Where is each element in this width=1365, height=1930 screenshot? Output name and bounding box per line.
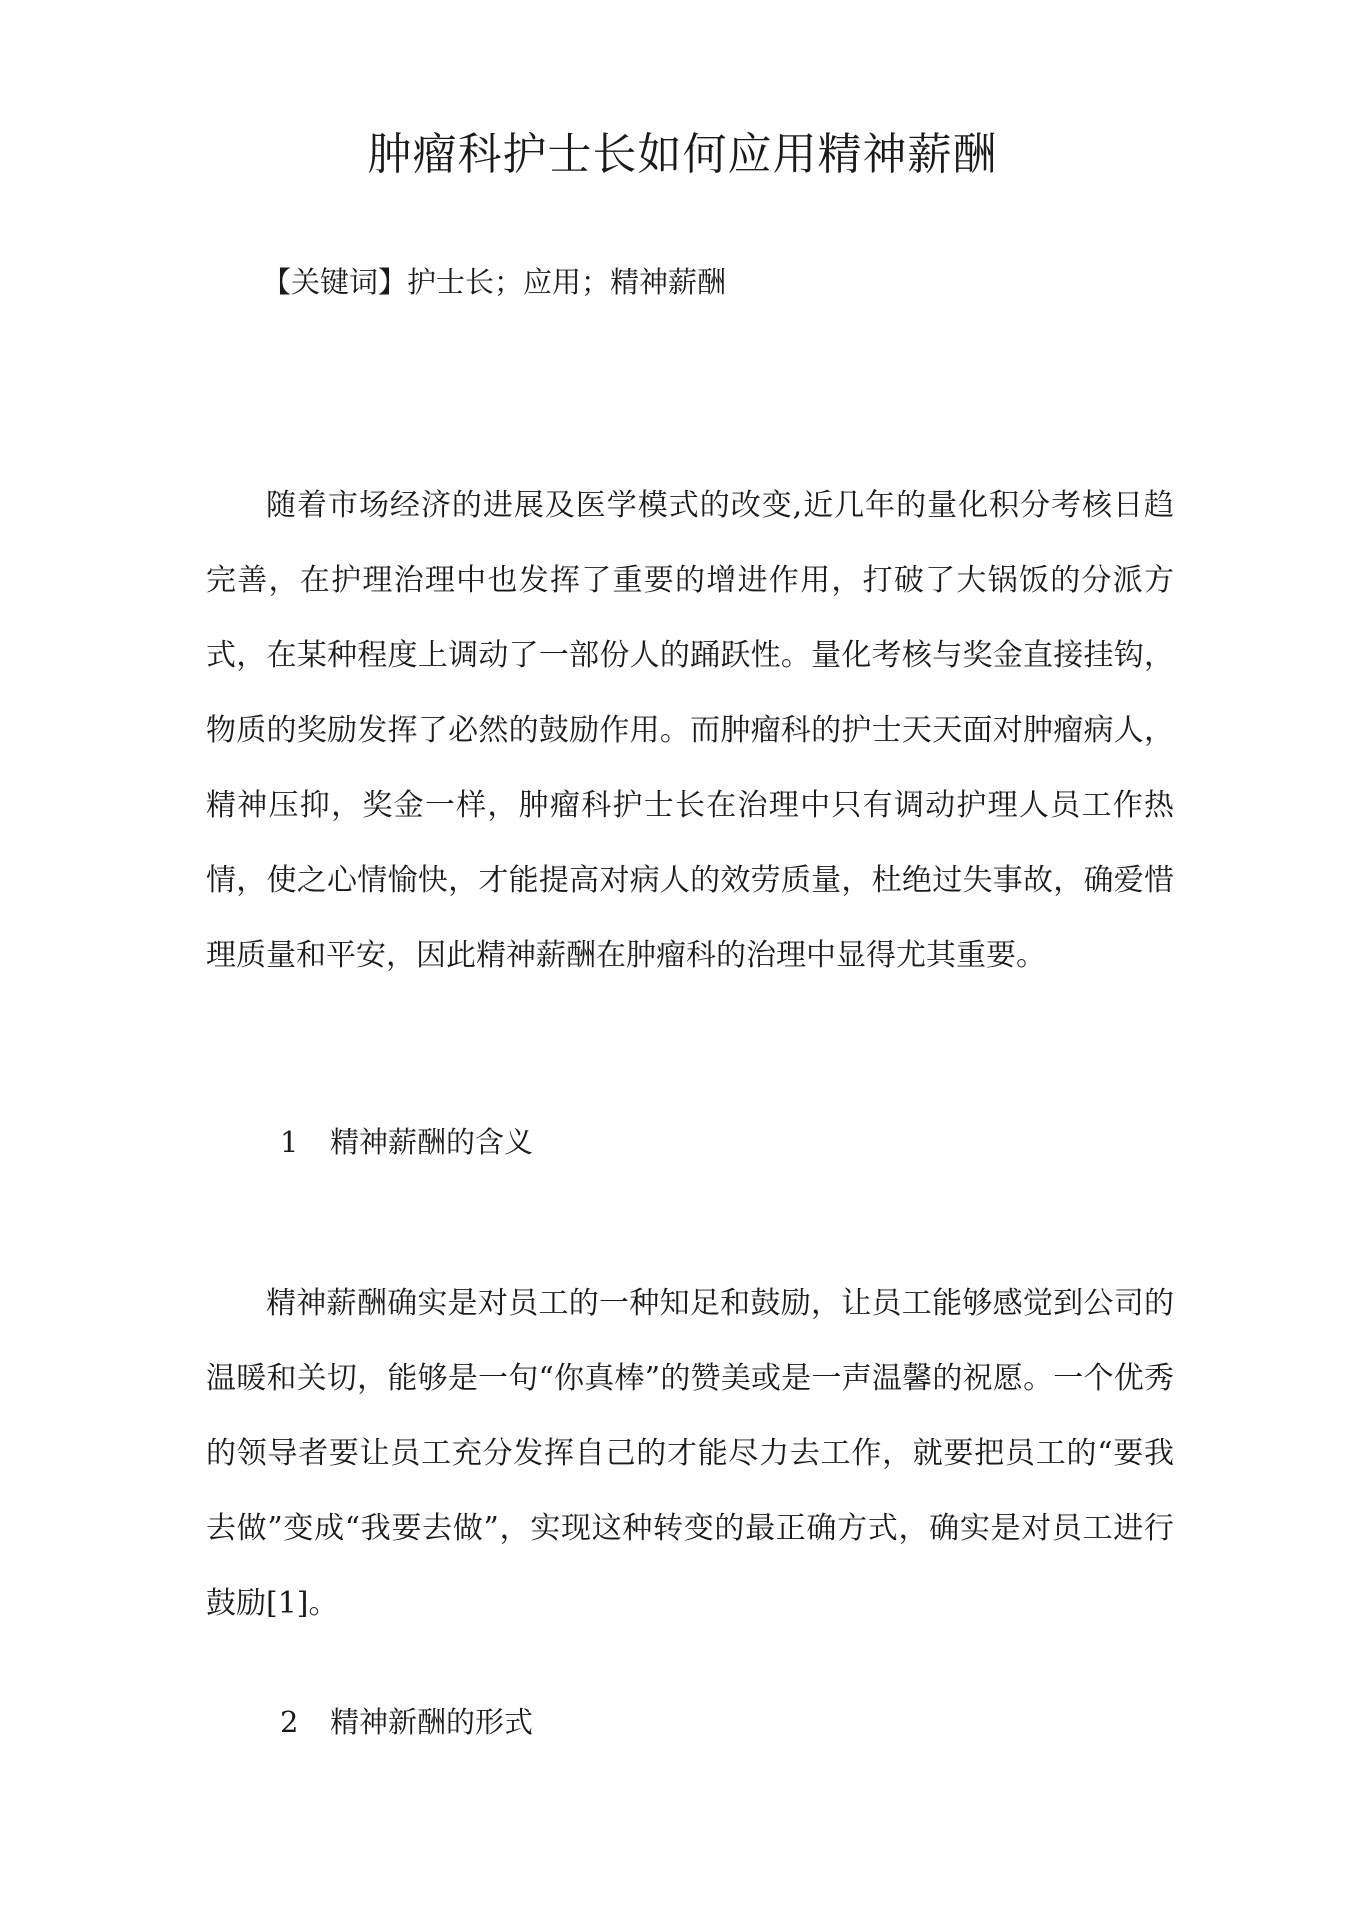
document-title: 肿瘤科护士长如何应用精神薪酬: [367, 129, 998, 180]
section-heading-2: [280, 1702, 533, 1742]
section-number: 2: [280, 1705, 299, 1739]
keywords-line: 【关键词】护士长；应用；精神薪酬: [262, 265, 727, 299]
section-number: 1: [280, 1125, 299, 1159]
section-heading-text: 精神薪酬的含义: [330, 1125, 534, 1159]
body-paragraph-definition: 精神薪酬确实是对员工的一种知足和鼓励，让员工能够感觉到公司的温暖和关切，能够是一句“你真棒”的赞美或是一声温馨的祝愿。一个优秀的领导者要让员工充分发挥自己的才能尽力去工作，就要把员工的“要我去做”变成“我要去做”，实现这种转变的最正确方式，确实是对员工进行鼓励[1]。: [206, 1286, 1174, 1621]
section-heading-text: 精神新酬的形式: [330, 1705, 534, 1739]
body-paragraph-intro: 随着市场经济的进展及医学模式的改变,近几年的量化积分考核日趋完善，在护理治理中也发挥了重要的增进作用，打破了大锅饭的分派方式，在某种程度上调动了一部份人的踊跃性。量化考核与奖金直接挂钩，物质的奖励发挥了必然的鼓励作用。而肿瘤科的护士天天面对肿瘤病人，精神压抑，奖金一样，肿瘤科护士长在治理中只有调动护理人员工作热情，使之心情愉快，才能提高对病人的效劳质量，杜绝过失事故，确爱惜理质量和平安，因此精神薪酬在肿瘤科的治理中显得尤其重要。: [206, 488, 1174, 973]
section-heading-1: [280, 1122, 533, 1162]
